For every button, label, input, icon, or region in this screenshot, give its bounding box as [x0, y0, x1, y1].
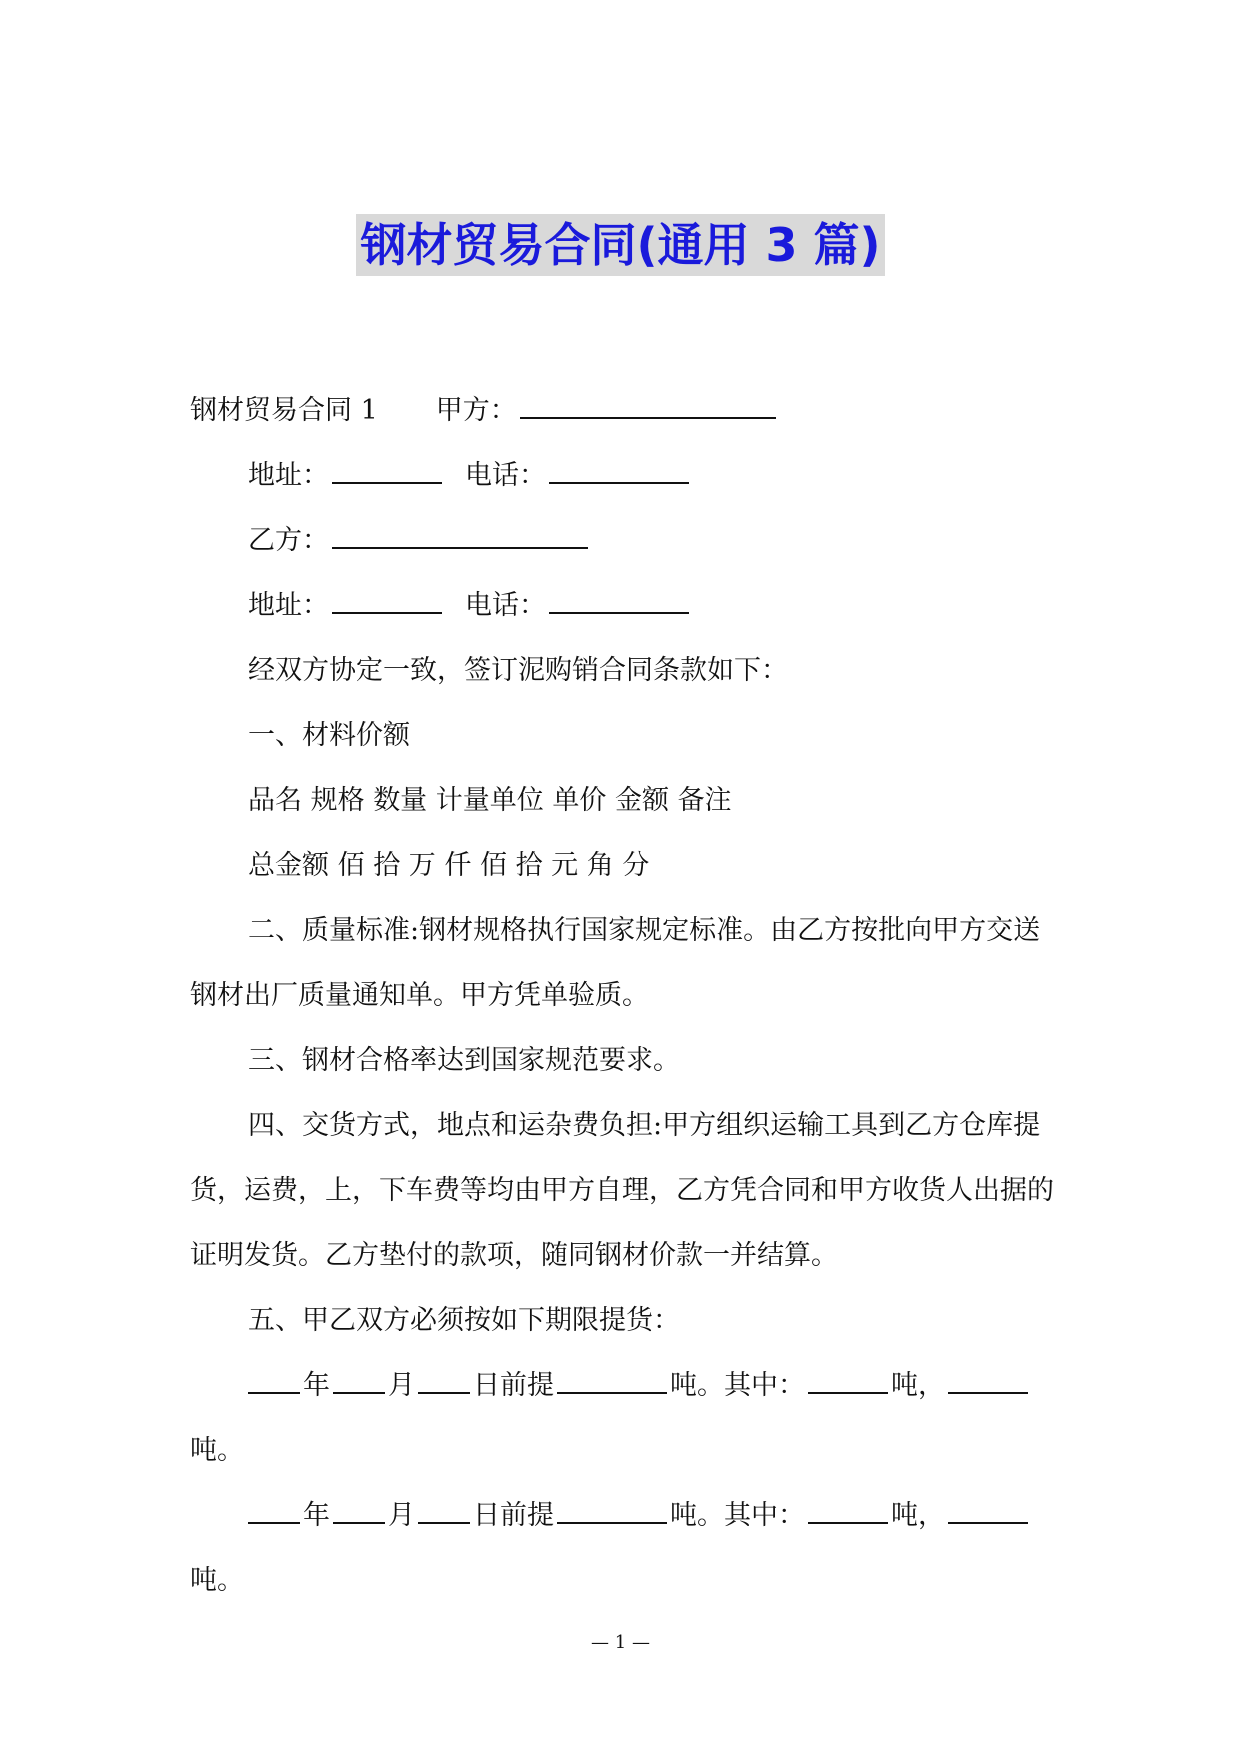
delivery-line-2-end: 吨。 — [190, 1565, 244, 1596]
party-b-phone-label: 电话： — [465, 590, 546, 621]
month-label: 月 — [388, 1500, 415, 1531]
party-b-line — [190, 508, 1060, 573]
document-title — [0, 214, 1241, 276]
party-b-blank — [332, 521, 588, 549]
section-4-paragraph: 四、交货方式，地点和运杂费负担:甲方组织运输工具到乙方仓库提货，运费，上，下车费等均由甲方自理，乙方凭合同和甲方收货人出据的证明发货。乙方垫付的款项，随同钢材价款一并结算。 — [190, 1110, 1054, 1271]
document-title-text: 钢材贸易合同(通用 3 篇) — [356, 214, 884, 276]
month-blank — [333, 1366, 385, 1394]
day-label: 日前提 — [473, 1500, 554, 1531]
page-number: — 1 — — [591, 1632, 650, 1653]
year-label: 年 — [303, 1500, 330, 1531]
month-label: 月 — [388, 1370, 415, 1401]
tons-blank — [557, 1366, 667, 1394]
year-blank — [248, 1366, 300, 1394]
tons-part-1-blank — [808, 1366, 888, 1394]
party-b-address-label: 地址： — [248, 590, 329, 621]
tons-label: 吨。其中： — [670, 1370, 805, 1401]
party-a-blank — [520, 391, 776, 419]
total-amount-row — [190, 833, 1060, 898]
header-cell: 金额 — [614, 785, 669, 816]
delivery-line-2 — [190, 1483, 1060, 1548]
day-label: 日前提 — [473, 1370, 554, 1401]
total-cell: 万 — [408, 850, 436, 881]
header-cell: 计量单位 — [435, 785, 544, 816]
tons-comma-label: 吨， — [891, 1370, 945, 1401]
header-cell: 品名 — [248, 785, 302, 816]
party-a-address-label: 地址： — [248, 460, 329, 491]
day-blank — [418, 1496, 470, 1524]
tons-part-2-blank — [948, 1496, 1028, 1524]
contract-name: 钢材贸易合同 1 — [190, 395, 378, 426]
party-b-address-blank — [332, 586, 442, 614]
year-blank — [248, 1496, 300, 1524]
tons-comma-label: 吨， — [891, 1500, 945, 1531]
header-cell: 规格 — [310, 785, 365, 816]
tons-part-1-blank — [808, 1496, 888, 1524]
header-cell: 单价 — [552, 785, 607, 816]
party-a-contact-line — [190, 443, 1060, 508]
total-cell: 仟 — [444, 850, 472, 881]
section-1-title: 一、材料价额 — [248, 720, 410, 751]
price-table-header — [190, 768, 1060, 833]
party-a-address-blank — [332, 456, 442, 484]
header-cell: 备注 — [677, 785, 732, 816]
total-cell: 拾 — [515, 850, 543, 881]
party-b-phone-blank — [549, 586, 689, 614]
day-blank — [418, 1366, 470, 1394]
total-cell: 角 — [586, 850, 614, 881]
total-cell: 佰 — [479, 850, 507, 881]
delivery-line-1 — [190, 1353, 1060, 1418]
party-b-label: 乙方： — [248, 525, 329, 556]
delivery-line-1-end: 吨。 — [190, 1435, 244, 1466]
section-3-paragraph: 三、钢材合格率达到国家规范要求。 — [248, 1045, 680, 1076]
intro-paragraph: 经双方协定一致，签订泥购销合同条款如下： — [248, 655, 788, 686]
party-a-label: 甲方： — [435, 395, 517, 426]
contract-body — [190, 378, 1060, 1613]
header-line — [190, 378, 1060, 443]
tons-part-2-blank — [948, 1366, 1028, 1394]
tons-blank — [557, 1496, 667, 1524]
year-label: 年 — [303, 1370, 330, 1401]
month-blank — [333, 1496, 385, 1524]
total-cell: 元 — [551, 850, 579, 881]
total-cell: 分 — [622, 850, 650, 881]
party-a-phone-label: 电话： — [465, 460, 546, 491]
party-a-phone-blank — [549, 456, 689, 484]
section-5-title: 五、甲乙双方必须按如下期限提货： — [248, 1305, 680, 1336]
total-cell: 佰 — [337, 850, 365, 881]
section-2-paragraph: 二、质量标准:钢材规格执行国家规定标准。由乙方按批向甲方交送钢材出厂质量通知单。甲方凭单验质。 — [190, 915, 1041, 1011]
tons-label: 吨。其中： — [670, 1500, 805, 1531]
header-cell: 数量 — [373, 785, 428, 816]
total-cell: 总金额 — [248, 850, 329, 881]
party-b-contact-line — [190, 573, 1060, 638]
total-cell: 拾 — [373, 850, 401, 881]
